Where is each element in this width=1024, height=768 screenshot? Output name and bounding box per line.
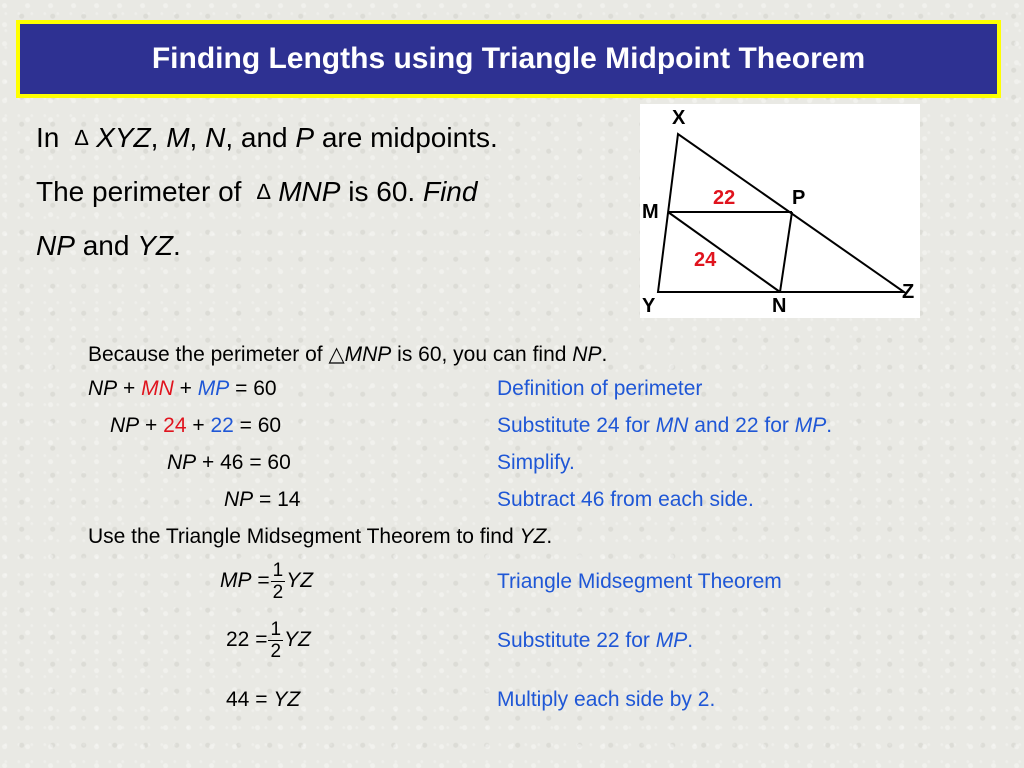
triangle-diagram <box>640 104 920 318</box>
label-n: N <box>772 295 787 317</box>
step4-equation: NP = 14 <box>224 488 301 511</box>
triangle-symbol: ∆ <box>74 125 89 150</box>
problem-line-3: NP and YZ. <box>36 230 181 261</box>
fraction-one-half: $\frac{1}{2}$ <box>270 619 282 662</box>
step5-equation: MP = $\frac{1}{2}$ YZ <box>220 560 314 603</box>
step3-reason: Simplify. <box>497 451 575 474</box>
step6-reason: Substitute 22 for MP. <box>497 629 694 652</box>
label-z: Z <box>902 281 915 303</box>
midsegment-intro: Use the Triangle Midsegment Theorem to find YZ. <box>88 525 553 548</box>
step5-reason: Triangle Midsegment Theorem <box>497 570 782 593</box>
triangle-svg <box>640 104 920 318</box>
step1-equation: NP + MN + MP = 60 <box>88 377 277 400</box>
problem-line-1: In ∆ XYZ, M, N, and P are midpoints. <box>36 122 498 153</box>
step1-reason: Definition of perimeter <box>497 377 703 400</box>
label-p: P <box>792 187 806 209</box>
label-m: M <box>642 201 659 223</box>
triangle-symbol: △ <box>328 343 345 366</box>
slide-title-bar <box>16 20 1001 98</box>
step6-equation: 22 = $\frac{1}{2}$ YZ <box>226 619 311 662</box>
step4-reason: Subtract 46 from each side. <box>497 488 754 511</box>
slide-title: Finding Lengths using Triangle Midpoint Theorem <box>151 42 866 75</box>
value-mn: 24 <box>694 249 717 271</box>
step2-equation: NP + 24 + 22 = 60 <box>110 414 282 437</box>
step3-equation: NP + 46 = 60 <box>167 451 291 474</box>
value-mp: 22 <box>713 187 736 209</box>
step7-equation: 44 = YZ <box>226 688 301 711</box>
problem-line-2: The perimeter of ∆ MNP is 60. Find <box>36 176 478 207</box>
midsegment-mn <box>668 212 780 292</box>
problem-statement <box>36 112 636 272</box>
solution-intro: Because the perimeter of △MNP is 60, you can find NP. <box>88 343 608 366</box>
step7-reason: Multiply each side by 2. <box>497 688 716 711</box>
label-x: X <box>672 107 686 129</box>
midsegment-pn <box>780 212 792 292</box>
triangle-symbol: ∆ <box>256 179 271 204</box>
step2-reason: Substitute 24 for MN and 22 for MP. <box>497 414 833 437</box>
fraction-one-half: $\frac{1}{2}$ <box>272 560 284 603</box>
label-y: Y <box>642 295 656 317</box>
